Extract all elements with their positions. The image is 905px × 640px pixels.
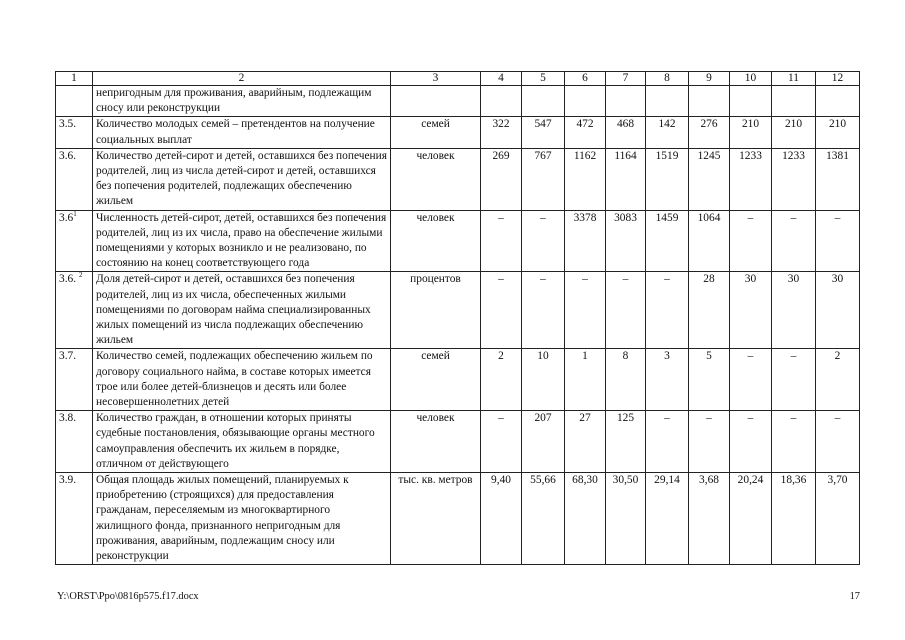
- row-description: непригодным для проживания, аварийным, подлежащим сносу или реконструкции: [93, 86, 391, 117]
- value-cell: [606, 86, 646, 117]
- value-cell: –: [522, 210, 565, 272]
- value-cell: 1381: [816, 148, 860, 210]
- value-cell: 276: [689, 117, 730, 148]
- value-cell: [816, 86, 860, 117]
- row-description: Доля детей-сирот и детей, оставшихся без попечения родителей, лиц из их числа, обеспеченных жилыми помещениями по договорам найма специализированных жилых помещений из числа подлежащих обеспечению жильем: [93, 272, 391, 349]
- value-cell: 322: [481, 117, 522, 148]
- value-cell: 1233: [772, 148, 816, 210]
- value-cell: [565, 86, 606, 117]
- header-row: [56, 72, 860, 86]
- row-description: Численность детей-сирот, детей, оставшихся без попечения родителей, лиц из их числа, право на обеспечение жилыми помещениями у которых возникло и не реализовано, по состоянию на конец соответствующего года: [93, 210, 391, 272]
- value-cell: 68,30: [565, 473, 606, 565]
- value-cell: 1: [565, 349, 606, 411]
- value-cell: –: [730, 411, 772, 473]
- value-cell: 55,66: [522, 473, 565, 565]
- value-cell: [646, 86, 689, 117]
- row-number-text: 3.6.: [59, 149, 77, 162]
- value-cell: –: [816, 411, 860, 473]
- row-number-text: 3.5.: [59, 118, 77, 131]
- header-cell: 12: [816, 72, 860, 86]
- row-description: Общая площадь жилых помещений, планируемых к приобретению (строящихся) для предоставления гражданам, переселяемым из многоквартирного жилищного фонда, признанного непригодным для проживания, аварийным, подлежащим сносу или реконструкции: [93, 473, 391, 565]
- header-cell: 2: [93, 72, 391, 86]
- row-number-text: 3.9.: [59, 474, 77, 487]
- header-cell: 8: [646, 72, 689, 86]
- value-cell: [481, 86, 522, 117]
- value-cell: 30: [730, 272, 772, 349]
- row-unit: процентов: [391, 272, 481, 349]
- value-cell: 30,50: [606, 473, 646, 565]
- value-cell: 27: [565, 411, 606, 473]
- value-cell: 28: [689, 272, 730, 349]
- row-description: Количество детей-сирот и детей, оставшихся без попечения родителей, лиц из числа детей-сирот и детей, оставшихся без попечения родителей, подлежащих обеспечению жильем: [93, 148, 391, 210]
- row-unit: семей: [391, 349, 481, 411]
- value-cell: –: [816, 210, 860, 272]
- value-cell: 29,14: [646, 473, 689, 565]
- value-cell: 3378: [565, 210, 606, 272]
- value-cell: 468: [606, 117, 646, 148]
- row-unit: семей: [391, 117, 481, 148]
- header-cell: 4: [481, 72, 522, 86]
- row-number: [56, 272, 93, 349]
- row-unit: [391, 86, 481, 117]
- row-unit: тыс. кв. метров: [391, 473, 481, 565]
- value-cell: 3,70: [816, 473, 860, 565]
- table-row: [56, 148, 860, 210]
- value-cell: 8: [606, 349, 646, 411]
- value-cell: 3083: [606, 210, 646, 272]
- value-cell: 2: [816, 349, 860, 411]
- value-cell: –: [481, 411, 522, 473]
- row-number: [56, 86, 93, 117]
- value-cell: 547: [522, 117, 565, 148]
- value-cell: 1233: [730, 148, 772, 210]
- value-cell: 1064: [689, 210, 730, 272]
- value-cell: 18,36: [772, 473, 816, 565]
- value-cell: –: [772, 210, 816, 272]
- page-number: 17: [849, 591, 860, 602]
- value-cell: –: [772, 349, 816, 411]
- value-cell: 269: [481, 148, 522, 210]
- value-cell: [730, 86, 772, 117]
- table-row: [56, 272, 860, 349]
- row-number: [56, 148, 93, 210]
- header-cell: 6: [565, 72, 606, 86]
- row-number: [56, 349, 93, 411]
- table-row: [56, 86, 860, 117]
- table-row: [56, 411, 860, 473]
- data-table: [55, 71, 860, 565]
- row-number: [56, 210, 93, 272]
- file-path: Y:\ORST\Ppo\0816p575.f17.docx: [57, 591, 199, 602]
- value-cell: 9,40: [481, 473, 522, 565]
- row-description: Количество семей, подлежащих обеспечению жильем по договору социального найма, в составе которых имеется трое или более детей-близнецов и десять или более несовершеннолетних детей: [93, 349, 391, 411]
- row-number: [56, 411, 93, 473]
- value-cell: –: [646, 411, 689, 473]
- header-cell: 1: [56, 72, 93, 86]
- table-row: [56, 349, 860, 411]
- table-row: [56, 473, 860, 565]
- value-cell: 767: [522, 148, 565, 210]
- header-cell: 10: [730, 72, 772, 86]
- row-number-text: 3.6: [59, 211, 74, 224]
- value-cell: 472: [565, 117, 606, 148]
- header-cell: 11: [772, 72, 816, 86]
- table-row: [56, 117, 860, 148]
- row-number-text: 3.7.: [59, 350, 77, 363]
- value-cell: 210: [730, 117, 772, 148]
- value-cell: 125: [606, 411, 646, 473]
- value-cell: 20,24: [730, 473, 772, 565]
- row-unit: человек: [391, 411, 481, 473]
- value-cell: 210: [816, 117, 860, 148]
- value-cell: 3: [646, 349, 689, 411]
- value-cell: –: [481, 272, 522, 349]
- value-cell: –: [481, 210, 522, 272]
- row-number: [56, 117, 93, 148]
- value-cell: [772, 86, 816, 117]
- value-cell: 1459: [646, 210, 689, 272]
- row-number: [56, 473, 93, 565]
- value-cell: 3,68: [689, 473, 730, 565]
- value-cell: 1245: [689, 148, 730, 210]
- row-number-text: 3.6.: [59, 273, 79, 286]
- row-number-text: 3.8.: [59, 412, 77, 425]
- value-cell: 142: [646, 117, 689, 148]
- table-row: [56, 210, 860, 272]
- row-number-superscript: 1: [73, 210, 77, 218]
- header-cell: 3: [391, 72, 481, 86]
- value-cell: 30: [816, 272, 860, 349]
- header-cell: 9: [689, 72, 730, 86]
- header-cell: 5: [522, 72, 565, 86]
- row-unit: человек: [391, 210, 481, 272]
- value-cell: –: [522, 272, 565, 349]
- value-cell: –: [730, 210, 772, 272]
- value-cell: 1162: [565, 148, 606, 210]
- row-unit: человек: [391, 148, 481, 210]
- value-cell: –: [730, 349, 772, 411]
- row-number-superscript: 2: [78, 271, 83, 280]
- row-description: Количество молодых семей – претендентов на получение социальных выплат: [93, 117, 391, 148]
- value-cell: –: [646, 272, 689, 349]
- value-cell: 210: [772, 117, 816, 148]
- value-cell: 1519: [646, 148, 689, 210]
- value-cell: –: [772, 411, 816, 473]
- value-cell: 207: [522, 411, 565, 473]
- header-cell: 7: [606, 72, 646, 86]
- value-cell: –: [565, 272, 606, 349]
- value-cell: [522, 86, 565, 117]
- row-description: Количество граждан, в отношении которых приняты судебные постановления, обязывающие органы местного самоуправления обеспечить их жильем в порядке, отличном от действующего: [93, 411, 391, 473]
- value-cell: 30: [772, 272, 816, 349]
- value-cell: 5: [689, 349, 730, 411]
- value-cell: –: [606, 272, 646, 349]
- value-cell: –: [689, 411, 730, 473]
- value-cell: 1164: [606, 148, 646, 210]
- value-cell: 2: [481, 349, 522, 411]
- value-cell: [689, 86, 730, 117]
- value-cell: 10: [522, 349, 565, 411]
